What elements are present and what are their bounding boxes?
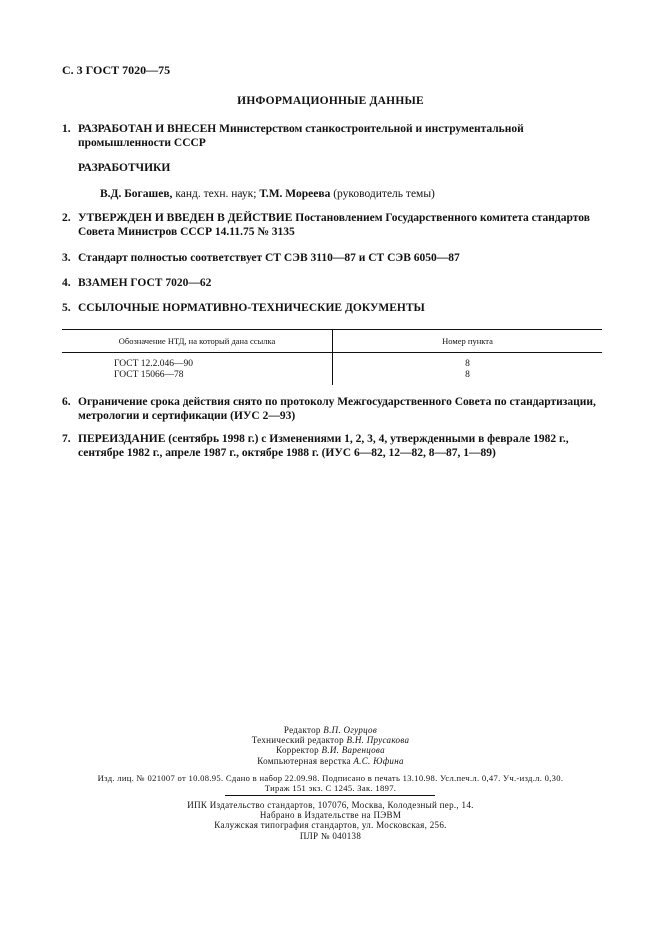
credit-tech-editor — [0, 735, 661, 745]
item-number: 3. — [62, 252, 71, 264]
credit-label: Компьютерная верстка — [257, 755, 351, 766]
developer-desc-2: (руководитель темы) — [330, 188, 435, 200]
ref-document: ГОСТ 12.2.046—90 — [62, 359, 333, 370]
credit-person: В.П. Огурцов — [323, 725, 378, 735]
developer-desc-1: канд. техн. наук; — [172, 188, 260, 200]
print-details — [0, 773, 661, 793]
credit-layout — [0, 756, 661, 766]
references-table — [62, 329, 602, 385]
item-bold-text: РАЗРАБОТАН И ВНЕСЕН — [78, 123, 217, 135]
info-item-5 — [62, 302, 602, 316]
developer-name-1: В.Д. Богашев, — [100, 188, 173, 200]
publisher-line-2: Набрано в Издательстве на ПЭВМ — [259, 810, 402, 821]
table-row — [62, 359, 602, 370]
ref-point: 8 — [465, 358, 470, 369]
item-number: 7. — [62, 433, 71, 445]
publisher-line-4: ПЛР № 040138 — [299, 830, 362, 841]
ref-document: ГОСТ 15066—78 — [62, 370, 333, 381]
credit-label: Редактор — [283, 725, 321, 735]
ref-point: 8 — [465, 369, 470, 380]
item-number: 2. — [62, 212, 71, 224]
credit-corrector — [0, 745, 661, 755]
info-item-1 — [62, 123, 602, 150]
developers-list — [100, 188, 435, 200]
publisher-line-3: Калужская типография стандартов, ул. Московская, 256. — [214, 820, 447, 831]
item-text: Ограничение срока действия снято по протоколу Межгосударственного Совета по стандартизации, метрологии и сертификации (ИУС 2—93) — [78, 396, 596, 422]
item-text: Стандарт полностью соответствует СТ СЭВ 3110—87 и СТ СЭВ 6050—87 — [78, 252, 460, 264]
col-header-point: Номер пункта — [333, 330, 603, 353]
page-title: ИНФОРМАЦИОННЫЕ ДАННЫЕ — [237, 95, 424, 107]
print-line-1: Изд. лиц. № 021007 от 10.08.95. Сдано в набор 22.09.98. Подписано в печать 13.10.98. Усл.печ.л. 0,47. Уч.-изд.л. 0,30. — [97, 773, 564, 783]
item-bold-text: ССЫЛОЧНЫЕ НОРМАТИВНО-ТЕХНИЧЕСКИЕ ДОКУМЕНТЫ — [78, 302, 425, 314]
item-bold-text: ВЗАМЕН ГОСТ 7020—62 — [78, 277, 212, 289]
divider — [225, 795, 435, 796]
print-line-2: Тираж 151 экз. С 1245. Зак. 1897. — [264, 783, 397, 794]
info-item-3 — [62, 252, 602, 266]
item-bold-text: УТВЕРЖДЕН И ВВЕДЕН В ДЕЙСТВИЕ — [78, 212, 293, 224]
item-text: Министерством станкостроительной и инструментальной промышленности СССР — [78, 123, 524, 149]
item-number: 5. — [62, 302, 71, 314]
table-row — [62, 370, 602, 381]
credit-person: В.Н. Прусакова — [346, 735, 410, 746]
item-number: 4. — [62, 277, 71, 289]
info-item-2 — [62, 212, 602, 239]
item-text: Постановлением Государственного комитета стандартов Совета Министров СССР 14.11.75 № 3135 — [78, 212, 590, 238]
item-number: 1. — [62, 123, 71, 135]
page-header: С. 3 ГОСТ 7020—75 — [62, 63, 171, 77]
developer-name-2: Т.М. Мореева — [259, 188, 331, 200]
publisher-block — [0, 800, 661, 841]
credits-block — [0, 725, 661, 766]
credit-person: А.С. Юфина — [353, 755, 404, 766]
item-text: (сентябрь 1998 г.) с Изменениями 1, 2, 3, 4, утвержденными в феврале 1982 г., сентябре 1982 г., апреле 1987 г., октябре 1988 г. (ИУС 6—82, 12—82, 8—87, 1—89) — [78, 433, 569, 459]
item-number: 6. — [62, 396, 71, 408]
credit-person: В.И. Варенцова — [321, 745, 385, 756]
table-header-row — [62, 330, 602, 353]
developers-heading: РАЗРАБОТЧИКИ — [78, 162, 171, 174]
credit-editor — [0, 725, 661, 735]
credit-label: Корректор — [276, 745, 319, 756]
info-item-7 — [62, 433, 602, 460]
info-item-4 — [62, 277, 602, 291]
credit-label: Технический редактор — [251, 735, 344, 746]
col-header-document: Обозначение НТД, на который дана ссылка — [62, 330, 333, 353]
info-item-6 — [62, 396, 602, 423]
item-bold-text: ПЕРЕИЗДАНИЕ — [78, 433, 166, 445]
publisher-line-1: ИПК Издательство стандартов, 107076, Москва, Колодезный пер., 14. — [187, 800, 474, 810]
